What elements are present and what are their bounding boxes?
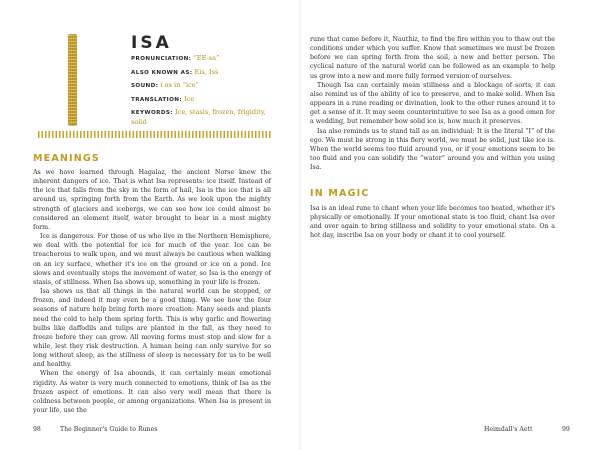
fact-label: PRONUNCIATION: bbox=[131, 56, 192, 62]
fact-label: TRANSLATION: bbox=[131, 96, 182, 103]
fact-pronunciation bbox=[131, 54, 281, 64]
rune-facts bbox=[131, 54, 281, 131]
fact-label: KEYWORDS: bbox=[131, 110, 173, 116]
paragraph: Ice is dangerous. For those of us who live in the Northern Hemisphere, we deal with the potential for ice for much of the year. Ice can be treacherous to walk upon, and we must always be cautious when walking on an icy surface, whether it's ice on the ground or ice on a pond. Ice slows and eventually stops the movement of water, so Isa is the energy of stasis, of stillness. When Isa shows up, something in your life is frozen. bbox=[33, 233, 271, 286]
fact-sound bbox=[131, 81, 281, 91]
rune-title: ISA bbox=[131, 33, 172, 53]
decorative-divider bbox=[38, 131, 271, 138]
fact-keywords bbox=[131, 108, 281, 127]
continued-body bbox=[310, 35, 555, 172]
paragraph: As we have learned through Hagalaz, the ancient Norse knew the inherent dangers of ice. That is what Isa represents: ice itself. Instead of the ice that falls from the sky in the form of hail, Isa is the ice that is all around us, springing forth from the Earth. As we look upon the mighty strength of glaciers and icebergs, we can see how ice could almost be considered an element itself, water brought to bear in a most mighty form. bbox=[33, 169, 271, 231]
fact-value: Eis, Iss bbox=[194, 67, 219, 76]
fact-value: Ice bbox=[184, 94, 195, 103]
fact-also-known-as bbox=[131, 68, 281, 78]
paragraph: Isa also reminds us to stand tall as an individual: It is the literal “I” of the ego. We must be strong in this fiery world, we must be solid, just like ice is. When the world seems too fluid around you, or if your emotions seem to be too fluid and you can solidify the “water” around you and within you using Isa. bbox=[310, 127, 555, 172]
paragraph: rune that came before it, Nauthiz, to find the fire within you to thaw out the conditions under which you suffer. Know that sometimes we must be frozen before we can spring forth from the soil, a new and better person. The cyclical nature of the natural world can be followed as an example to help us grow into a new and more fully formed version of ourselves. bbox=[310, 36, 555, 80]
magic-body bbox=[310, 204, 555, 241]
running-title-left: The Beginner's Guide to Runes bbox=[60, 426, 158, 433]
section-heading-meanings: MEANINGS bbox=[33, 153, 100, 164]
fact-value: Ice, stasis, frozen, frigidity, solid bbox=[131, 108, 266, 126]
paragraph: Though Isa can certainly mean stillness and a blockage of sorts, it can also remind us of the ability of ice to preserve, and to make solid. When Isa appears in a rune reading or divination, look to the other runes around it to get a sense of it. It may seem counterintuitive to see Isa as a good omen for a wedding, but remember how solid ice is, how much it preserves. bbox=[310, 81, 555, 126]
fact-translation bbox=[131, 95, 281, 105]
meanings-body bbox=[33, 168, 271, 415]
fact-value: i as in “ice” bbox=[160, 81, 199, 89]
paragraph: Isa is an ideal rune to chant when your life becomes too heated, whether it's physically or emotionally. If your emotional state is too fluid, chant Isa over and over again to bring stillness and solidity to your emotional state. On a hot day, inscribe Isa on your body or chant it to cool yourself. bbox=[310, 205, 555, 240]
page-number-right: 99 bbox=[562, 426, 570, 433]
page-number-left: 98 bbox=[33, 426, 41, 433]
fact-label: ALSO KNOWN AS: bbox=[131, 69, 193, 76]
isa-rune-glyph bbox=[68, 34, 77, 126]
section-heading-in-magic: IN MAGIC bbox=[310, 188, 370, 199]
running-title-right: Heimdall's Aett bbox=[484, 426, 533, 433]
paragraph: When the energy of Isa abounds, it can certainly mean emotional rigidity. As water is very much connected to emotions, think of Isa as the frozen aspect of emotions. It can also very well mean that there is coldness between people, or among organizations. When Isa is present in your life, use the bbox=[33, 370, 271, 415]
fact-value: “EE-sa” bbox=[193, 54, 220, 62]
paragraph: Isa shows us that all things in the natural world can be stopped, or frozen, and indeed it may even be a good thing. We see how the four seasons of nature help bring forth more creation: Many seeds and plants need the cold to help them spring forth. This is why garlic and flowering bulbs like daffodils and tulips are planted in the fall, as they need to freeze before they can grow. All moving forms must stop and slow for a while, lest they risk destruction. A human being can only survive for so long without sleep, as the stillness of sleep is necessary for us to be well and healthy. bbox=[33, 288, 271, 369]
fact-label: SOUND: bbox=[131, 83, 159, 89]
right-page bbox=[300, 0, 600, 450]
